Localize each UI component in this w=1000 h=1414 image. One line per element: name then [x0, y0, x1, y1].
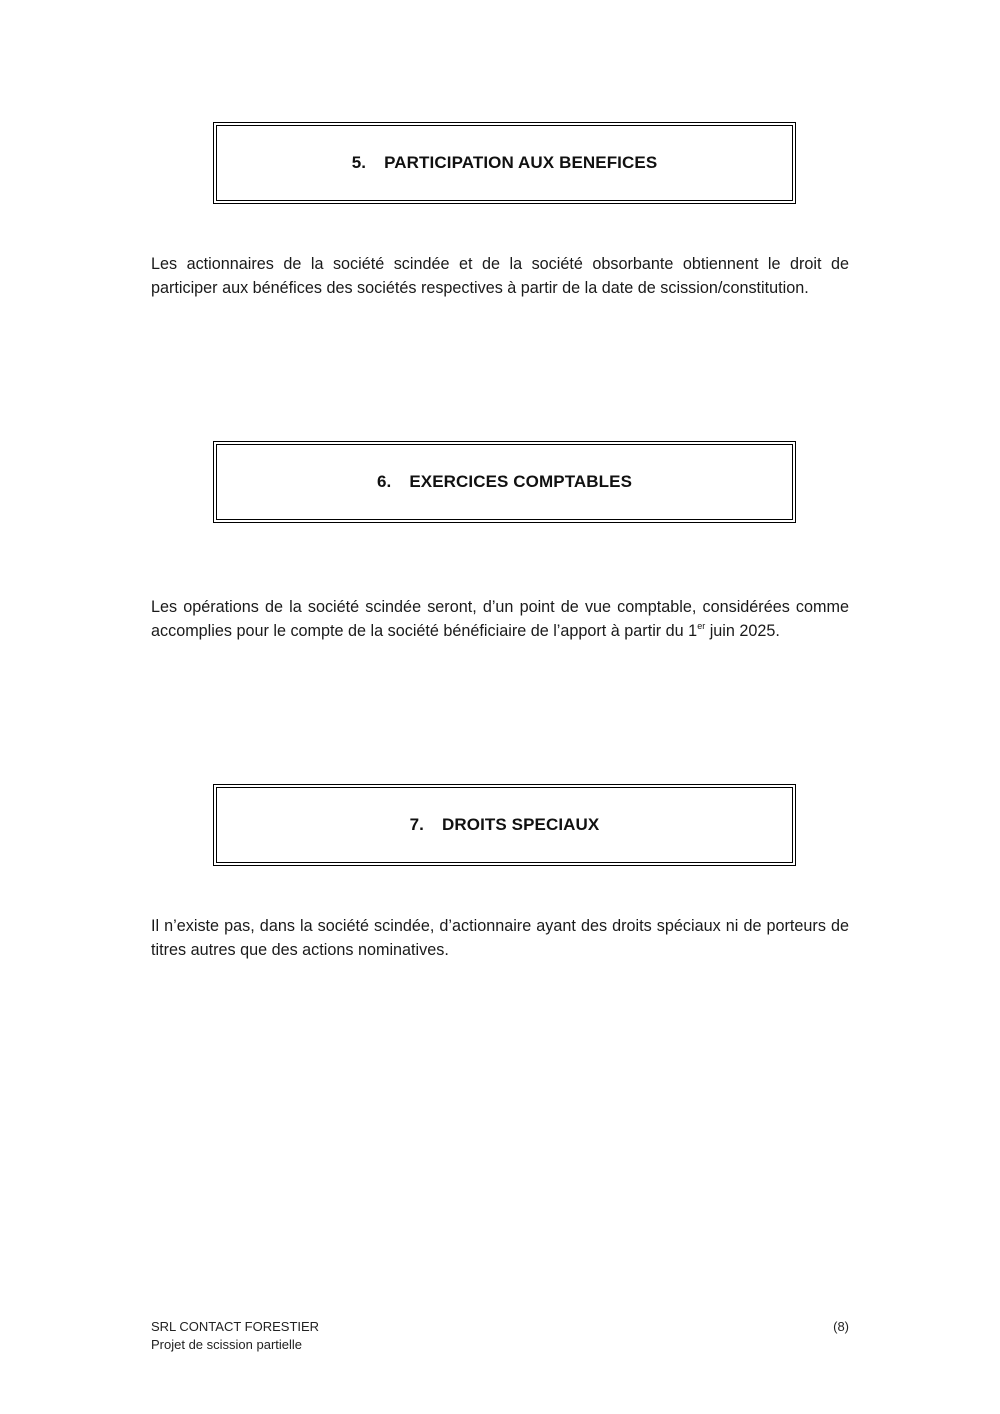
section-paragraph-7: Il n’existe pas, dans la société scindée, d’actionnaire ayant des droits spéciaux ni de porteurs de titres autres que des actions nominatives.	[151, 917, 849, 959]
section-number: 7.	[409, 815, 425, 834]
section-title: PARTICIPATION AUX BENEFICES	[384, 153, 658, 172]
footer-left	[151, 1318, 319, 1354]
section-heading-box-5	[213, 122, 796, 204]
section-title: EXERCICES COMPTABLES	[409, 472, 633, 491]
paragraph-text: Les opérations de la société scindée seront, d’un point de vue comptable, considérées comme accomplies pour le compte de la société bénéficiaire de l’apport à partir du 1	[151, 598, 849, 640]
section-heading-6	[377, 472, 632, 492]
section-heading-7	[410, 815, 600, 835]
section-paragraph-6	[151, 596, 849, 643]
section-paragraph-5: Les actionnaires de la société scindée et de la société obsorbante obtiennent le droit de participer aux bénéfices des sociétés respectives à partir de la date de scission/constitution.	[151, 255, 849, 297]
section-title: DROITS SPECIAUX	[442, 815, 600, 834]
section-heading-5	[352, 153, 658, 173]
section-number: 6.	[376, 472, 392, 491]
section-number: 5.	[351, 153, 367, 172]
paragraph-text-end: juin 2025.	[705, 621, 780, 640]
footer-page-number: (8)	[833, 1319, 849, 1334]
section-heading-box-7	[213, 784, 796, 866]
footer-document-title: Projet de scission partielle	[151, 1337, 303, 1352]
section-heading-box-6	[213, 441, 796, 523]
footer-company: SRL CONTACT FORESTIER	[151, 1319, 320, 1334]
ordinal-superscript: er	[697, 620, 706, 631]
